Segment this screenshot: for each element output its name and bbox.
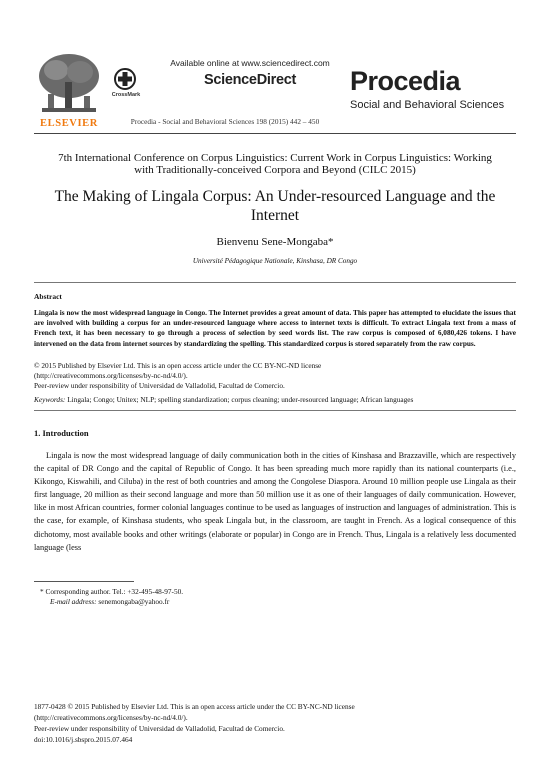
sciencedirect-wordmark: ScienceDirect [203, 72, 296, 88]
crossmark-icon[interactable] [114, 68, 136, 90]
footer-doi[interactable]: doi:10.1016/j.sbspro.2015.07.464 [34, 735, 133, 744]
paper-title: The Making of Lingala Corpus: An Under-resourced Language and the Internet [54, 188, 496, 224]
procedia-subtitle: Social and Behavioral Sciences [350, 99, 505, 111]
email-footnote [50, 597, 169, 606]
email-address[interactable]: senemongaba@yahoo.fr [98, 597, 170, 606]
abstract-heading: Abstract [34, 292, 62, 301]
author-affiliation: Université Pédagogique Nationale, Kinshasa, DR Congo [192, 257, 358, 265]
keywords-list: Lingala; Congo; Unitex; NLP; spelling standardization; corpus cleaning; under-resourced language; African languages [67, 395, 414, 404]
keywords-label: Keywords: [34, 395, 66, 404]
keywords-line [34, 395, 516, 404]
abstract-body: Lingala is now the most widespread language in Congo. The Internet provides a great amount of data. This paper has attempted to elucidate the issues that are involved with building a corpus for an under-resourced language where access to internet texts is difficult. To extract Lingala text from a mass of French text, it has been necessary to go through a process of selection by seed words list. The raw corpus is composed of 6,080,426 tokens. I have intervened on the data from internet sources by standardizing the spelling. This standardized corpus is stored separately from the raw corpus. [34, 308, 516, 348]
abstract-top-rule [34, 282, 516, 283]
footer-license: 1877-0428 © 2015 Published by Elsevier Ltd. This is an open access article under the CC BY-NC-ND license [34, 702, 355, 711]
elsevier-wordmark: ELSEVIER [40, 118, 98, 129]
introduction-body: Lingala is now the most widespread language of daily communication both in the cities of Kinshasa and Brazzaville, which are respectively the capital of DR Congo and the capital of Republic of Congo. It has been spreading much more rapidly than its national counterparts (i.e., Kikongo, Kiswahili, and Ciluba) in the rest of both countries and among the Congolese Diaspora. Around 10 million people use Lingala as their first language, 20 million as their second language and more than 50 million use it as one of their languages of daily communication. However, like in most African countries, former colonial languages continue to be used as languages of instruction and languages of administration. This is the case, for example, of Kinshasa students, who speak Lingala but, in the classroom, are taught in French. As a logical consequence of this dichotomy, most available books and other writings (elaborate or popular) in Congo are in French. Thus, Lingala is a relatively less documented language (less [34, 451, 516, 552]
copyright-line: © 2015 Published by Elsevier Ltd. This is an open access article under the CC BY-NC-ND license [34, 361, 322, 370]
available-online-text[interactable]: Available online at www.sciencedirect.com [170, 58, 330, 68]
peer-review-line: Peer-review under responsibility of Universidad de Valladolid, Facultad de Comercio. [34, 381, 285, 390]
conference-name: 7th International Conference on Corpus Linguistics: Current Work in Corpus Linguistics: Working with Traditionally-conceived Corpora and Beyond (CILC 2015) [58, 152, 492, 176]
procedia-wordmark: Procedia [350, 66, 461, 96]
email-label: E-mail address: [50, 597, 97, 606]
elsevier-tree-logo [34, 52, 104, 116]
abstract-bottom-rule [34, 410, 516, 411]
crossmark-label: CrossMark [111, 92, 141, 98]
journal-citation: Procedia - Social and Behavioral Sciences 198 (2015) 442 – 450 [130, 117, 320, 126]
footnote-rule [34, 581, 134, 582]
license-link[interactable]: (http://creativecommons.org/licenses/by-nc-nd/4.0/). [34, 371, 188, 380]
footer-license-url[interactable]: (http://creativecommons.org/licenses/by-nc-nd/4.0/). [34, 713, 188, 722]
author-name: Bienvenu Sene-Mongaba* [216, 236, 334, 248]
corresponding-author-footnote: * Corresponding author. Tel.: +32-495-48-97-50. [40, 587, 184, 596]
section-heading-introduction: 1. Introduction [34, 428, 89, 438]
header-divider [34, 133, 516, 134]
footer-peer-review: Peer-review under responsibility of Universidad de Valladolid, Facultad de Comercio. [34, 724, 285, 733]
